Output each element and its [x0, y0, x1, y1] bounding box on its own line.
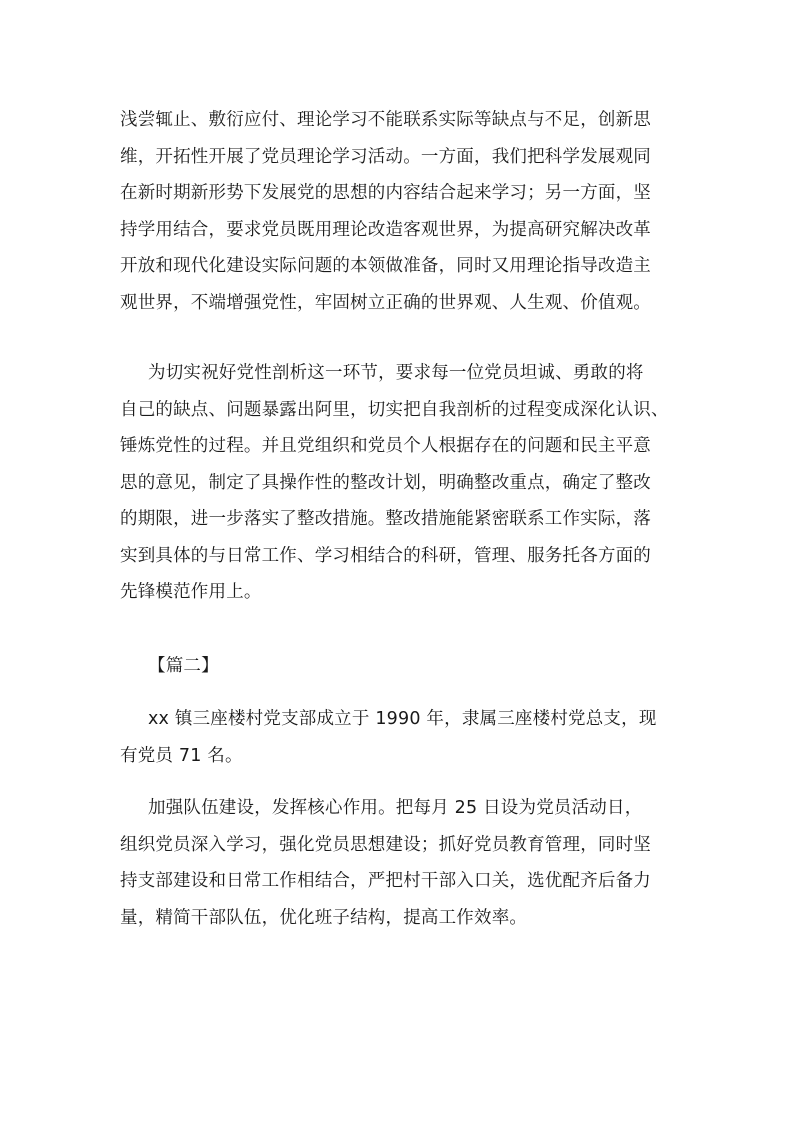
paragraph-3 [120, 701, 680, 774]
paragraph-line: 实到具体的与日常工作、学习相结合的科研，管理、服务托各方面的 [120, 545, 651, 566]
paragraph-2 [120, 355, 680, 611]
paragraph-line: 开放和现代化建设实际问题的本领做准备，同时又用理论指导改造主 [120, 256, 651, 276]
paragraph-1 [120, 102, 680, 321]
paragraph-line: 持学用结合，要求党员既用理论改造客观世界，为提高研究解决改革 [120, 219, 651, 240]
paragraph-line: 自己的缺点、问题暴露出阿里，切实把自我剖析的过程变成深化认识、 [120, 399, 669, 420]
paragraph-line: 观世界，不端增强党性，牢固树立正确的世界观、人生观、价值观。 [120, 292, 651, 313]
paragraph-line: 持支部建设和日常工作相结合，严把村干部入口关，选优配齐后备力 [120, 871, 651, 891]
paragraph-line: 浅尝辄止、敷衍应付、理论学习不能联系实际等缺点与不足，创新思 [120, 110, 651, 130]
paragraph-line: xx 镇三座楼村党支部成立于 1990 年，隶属三座楼村党总支，现 [148, 709, 657, 729]
paragraph-line: 组织党员深入学习，强化党员思想建设；抓好党员教育管理，同时坚 [120, 834, 651, 855]
paragraph-line: 思的意见，制定了具操作性的整改计划，明确整改重点，确定了整改 [120, 472, 651, 493]
paragraph-line: 维，开拓性开展了党员理论学习活动。一方面，我们把科学发展观同 [120, 146, 651, 167]
paragraph-line: 有党员 71 名。 [120, 745, 243, 766]
paragraph-line: 的期限，进一步落实了整改措施。整改措施能紧密联系工作实际，落 [120, 509, 651, 529]
paragraph-line: 为切实祝好党性剖析这一环节，要求每一位党员坦诚、勇敢的将 [148, 363, 644, 383]
paragraph-line: 先锋模范作用上。 [120, 582, 262, 602]
paragraph-line: 量，精简干部队伍，优化班子结构，提高工作效率。 [120, 907, 528, 928]
section-heading: 【篇二】 [148, 656, 219, 676]
paragraph-4 [120, 790, 680, 936]
paragraph-line: 锤炼党性的过程。并且党组织和党员个人根据存在的问题和民主平意 [120, 436, 651, 456]
paragraph-line: 加强队伍建设，发挥核心作用。把每月 25 日设为党员活动日， [148, 798, 643, 818]
paragraph-line: 在新时期新形势下发展党的思想的内容结合起来学习；另一方面，坚 [120, 183, 651, 203]
